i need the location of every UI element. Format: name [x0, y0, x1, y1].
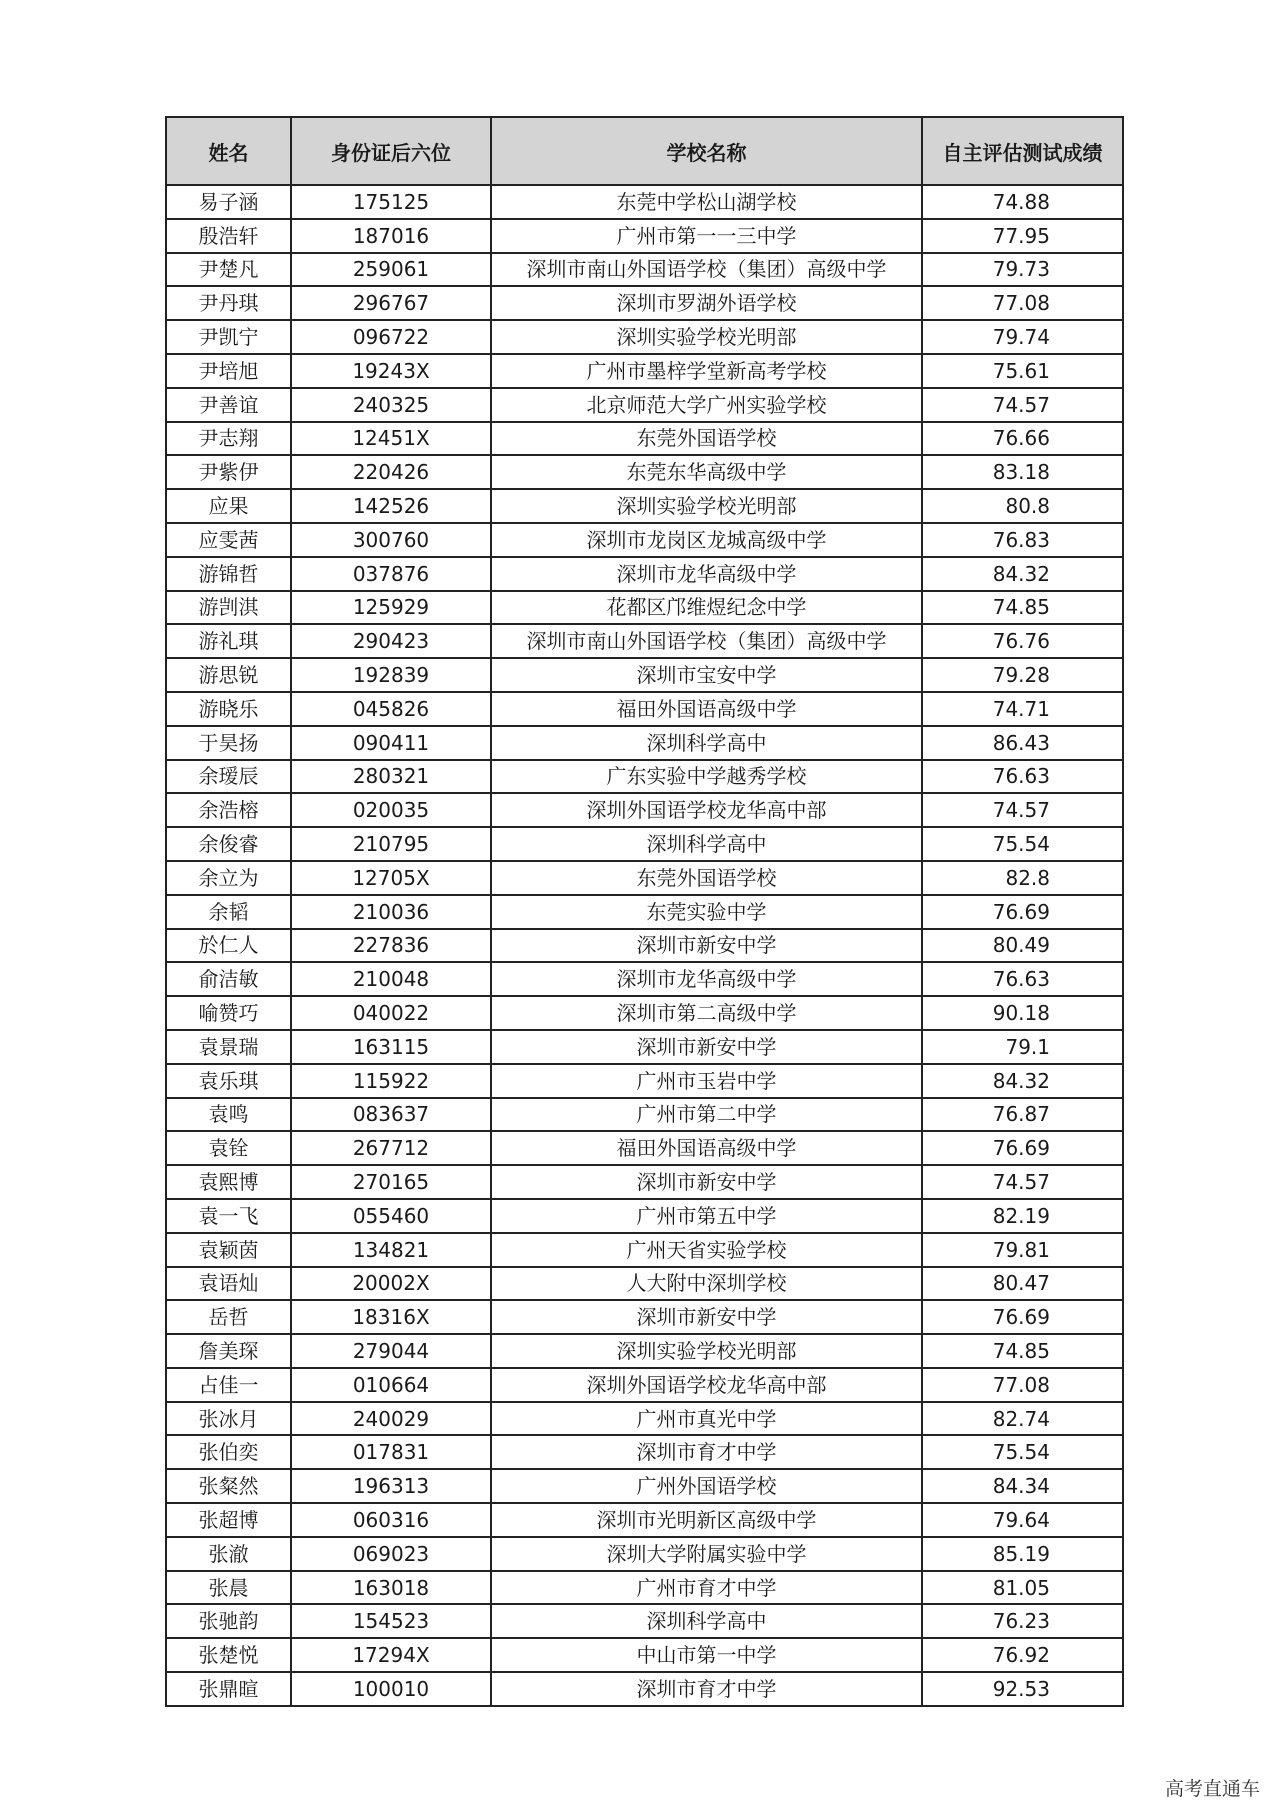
cell-score: 92.53: [922, 1672, 1123, 1706]
cell-name: 余俊睿: [166, 827, 291, 861]
cell-name: 袁铨: [166, 1131, 291, 1165]
table-row: [166, 253, 1123, 287]
cell-id-last-six: 220426: [291, 455, 491, 489]
cell-score: 77.08: [922, 286, 1123, 320]
table-row: [166, 1368, 1123, 1402]
cell-score: 83.18: [922, 455, 1123, 489]
cell-school-name: 福田外国语高级中学: [491, 1131, 922, 1165]
cell-name: 张鼎暄: [166, 1672, 291, 1706]
cell-school-name: 深圳实验学校光明部: [491, 489, 922, 523]
cell-score: 74.57: [922, 1165, 1123, 1199]
table-row: [166, 489, 1123, 523]
table-row: [166, 895, 1123, 929]
cell-name: 喻赞巧: [166, 996, 291, 1030]
cell-name: 应雯茜: [166, 523, 291, 557]
cell-id-last-six: 210795: [291, 827, 491, 861]
cell-name: 张澈: [166, 1537, 291, 1571]
cell-id-last-six: 142526: [291, 489, 491, 523]
table-row: [166, 1064, 1123, 1098]
cell-score: 74.85: [922, 591, 1123, 625]
cell-score: 90.18: [922, 996, 1123, 1030]
cell-name: 游锦哲: [166, 557, 291, 591]
cell-score: 79.64: [922, 1503, 1123, 1537]
cell-score: 80.8: [922, 489, 1123, 523]
cell-score: 74.85: [922, 1334, 1123, 1368]
cell-school-name: 深圳科学高中: [491, 827, 922, 861]
cell-school-name: 深圳市第二高级中学: [491, 996, 922, 1030]
table-row: [166, 1267, 1123, 1301]
cell-id-last-six: 279044: [291, 1334, 491, 1368]
cell-name: 占佳一: [166, 1368, 291, 1402]
cell-school-name: 深圳市育才中学: [491, 1435, 922, 1469]
cell-school-name: 广东实验中学越秀学校: [491, 760, 922, 794]
cell-score: 84.34: [922, 1469, 1123, 1503]
table-row: [166, 320, 1123, 354]
cell-school-name: 花都区邝维煜纪念中学: [491, 591, 922, 625]
cell-id-last-six: 163115: [291, 1030, 491, 1064]
table-row: [166, 624, 1123, 658]
table-row: [166, 1402, 1123, 1436]
cell-id-last-six: 010664: [291, 1368, 491, 1402]
cell-score: 77.95: [922, 219, 1123, 253]
cell-name: 余立为: [166, 861, 291, 895]
cell-id-last-six: 096722: [291, 320, 491, 354]
cell-name: 袁熙博: [166, 1165, 291, 1199]
cell-name: 袁一飞: [166, 1199, 291, 1233]
cell-name: 余浩榕: [166, 793, 291, 827]
cell-name: 余瑷辰: [166, 760, 291, 794]
cell-score: 84.32: [922, 1064, 1123, 1098]
cell-name: 袁颖茵: [166, 1233, 291, 1267]
cell-id-last-six: 227836: [291, 929, 491, 963]
table-row: [166, 1672, 1123, 1706]
cell-name: 尹紫伊: [166, 455, 291, 489]
cell-school-name: 东莞外国语学校: [491, 422, 922, 456]
table-row: [166, 760, 1123, 794]
header-school-name: 学校名称: [491, 117, 922, 185]
table-row: [166, 1334, 1123, 1368]
cell-id-last-six: 196313: [291, 1469, 491, 1503]
cell-school-name: 广州市玉岩中学: [491, 1064, 922, 1098]
header-name: 姓名: [166, 117, 291, 185]
cell-school-name: 深圳市南山外国语学校（集团）高级中学: [491, 624, 922, 658]
cell-name: 尹培旭: [166, 354, 291, 388]
cell-score: 82.8: [922, 861, 1123, 895]
cell-id-last-six: 290423: [291, 624, 491, 658]
table-row: [166, 455, 1123, 489]
cell-id-last-six: 134821: [291, 1233, 491, 1267]
cell-school-name: 深圳市龙华高级中学: [491, 962, 922, 996]
cell-name: 张楚悦: [166, 1638, 291, 1672]
cell-school-name: 深圳市新安中学: [491, 1300, 922, 1334]
cell-id-last-six: 240029: [291, 1402, 491, 1436]
cell-score: 79.81: [922, 1233, 1123, 1267]
cell-id-last-six: 300760: [291, 523, 491, 557]
cell-name: 张伯奕: [166, 1435, 291, 1469]
cell-name: 尹丹琪: [166, 286, 291, 320]
table-row: [166, 219, 1123, 253]
cell-school-name: 广州市育才中学: [491, 1571, 922, 1605]
table-row: [166, 523, 1123, 557]
cell-school-name: 深圳外国语学校龙华高中部: [491, 793, 922, 827]
cell-name: 尹善谊: [166, 388, 291, 422]
cell-score: 76.66: [922, 422, 1123, 456]
cell-score: 82.19: [922, 1199, 1123, 1233]
cell-school-name: 东莞中学松山湖学校: [491, 185, 922, 219]
cell-score: 74.57: [922, 793, 1123, 827]
cell-name: 尹凯宁: [166, 320, 291, 354]
cell-name: 游思锐: [166, 658, 291, 692]
cell-id-last-six: 125929: [291, 591, 491, 625]
table-row: [166, 354, 1123, 388]
cell-id-last-six: 259061: [291, 253, 491, 287]
cell-school-name: 中山市第一中学: [491, 1638, 922, 1672]
table-row: [166, 929, 1123, 963]
cell-name: 张粲然: [166, 1469, 291, 1503]
cell-school-name: 广州天省实验学校: [491, 1233, 922, 1267]
cell-name: 岳哲: [166, 1300, 291, 1334]
table-row: [166, 1199, 1123, 1233]
score-table: [165, 116, 1124, 1707]
table-row: [166, 996, 1123, 1030]
cell-id-last-six: 270165: [291, 1165, 491, 1199]
table-row: [166, 286, 1123, 320]
cell-id-last-six: 19243X: [291, 354, 491, 388]
header-id-last-six: 身份证后六位: [291, 117, 491, 185]
table-row: [166, 1537, 1123, 1571]
cell-id-last-six: 163018: [291, 1571, 491, 1605]
cell-id-last-six: 210048: [291, 962, 491, 996]
cell-name: 游晓乐: [166, 692, 291, 726]
cell-id-last-six: 083637: [291, 1098, 491, 1132]
cell-id-last-six: 154523: [291, 1604, 491, 1638]
cell-name: 于昊扬: [166, 726, 291, 760]
cell-score: 84.32: [922, 557, 1123, 591]
cell-id-last-six: 090411: [291, 726, 491, 760]
table-row: [166, 1131, 1123, 1165]
table-row: [166, 1435, 1123, 1469]
cell-id-last-six: 20002X: [291, 1267, 491, 1301]
table-row: [166, 726, 1123, 760]
table-row: [166, 1604, 1123, 1638]
cell-score: 80.47: [922, 1267, 1123, 1301]
header-score: 自主评估测试成绩: [922, 117, 1123, 185]
cell-id-last-six: 115922: [291, 1064, 491, 1098]
cell-score: 74.88: [922, 185, 1123, 219]
cell-school-name: 深圳实验学校光明部: [491, 320, 922, 354]
cell-school-name: 深圳实验学校光明部: [491, 1334, 922, 1368]
cell-school-name: 人大附中深圳学校: [491, 1267, 922, 1301]
cell-id-last-six: 175125: [291, 185, 491, 219]
cell-school-name: 深圳科学高中: [491, 1604, 922, 1638]
table-row: [166, 793, 1123, 827]
table-row: [166, 962, 1123, 996]
cell-school-name: 深圳市龙华高级中学: [491, 557, 922, 591]
table-row: [166, 185, 1123, 219]
table-row: [166, 827, 1123, 861]
cell-school-name: 东莞外国语学校: [491, 861, 922, 895]
table-row: [166, 1098, 1123, 1132]
cell-id-last-six: 267712: [291, 1131, 491, 1165]
cell-score: 79.1: [922, 1030, 1123, 1064]
cell-score: 76.63: [922, 760, 1123, 794]
table-row: [166, 1300, 1123, 1334]
cell-name: 袁乐琪: [166, 1064, 291, 1098]
table-row: [166, 1503, 1123, 1537]
cell-name: 游剀淇: [166, 591, 291, 625]
cell-id-last-six: 17294X: [291, 1638, 491, 1672]
table-row: [166, 692, 1123, 726]
cell-school-name: 深圳市光明新区高级中学: [491, 1503, 922, 1537]
cell-name: 余韬: [166, 895, 291, 929]
cell-name: 游礼琪: [166, 624, 291, 658]
cell-school-name: 东莞实验中学: [491, 895, 922, 929]
cell-id-last-six: 020035: [291, 793, 491, 827]
cell-school-name: 深圳外国语学校龙华高中部: [491, 1368, 922, 1402]
table-row: [166, 388, 1123, 422]
cell-score: 79.74: [922, 320, 1123, 354]
table-row: [166, 591, 1123, 625]
cell-school-name: 广州市墨梓学堂新高考学校: [491, 354, 922, 388]
cell-id-last-six: 12705X: [291, 861, 491, 895]
cell-name: 易子涵: [166, 185, 291, 219]
cell-school-name: 广州市第二中学: [491, 1098, 922, 1132]
cell-school-name: 深圳科学高中: [491, 726, 922, 760]
cell-name: 殷浩轩: [166, 219, 291, 253]
table-row: [166, 1469, 1123, 1503]
cell-id-last-six: 100010: [291, 1672, 491, 1706]
cell-school-name: 深圳市龙岗区龙城高级中学: [491, 523, 922, 557]
cell-score: 74.71: [922, 692, 1123, 726]
cell-id-last-six: 296767: [291, 286, 491, 320]
cell-name: 於仁人: [166, 929, 291, 963]
cell-id-last-six: 069023: [291, 1537, 491, 1571]
table-row: [166, 422, 1123, 456]
table-row: [166, 1571, 1123, 1605]
cell-school-name: 深圳大学附属实验中学: [491, 1537, 922, 1571]
cell-score: 76.87: [922, 1098, 1123, 1132]
cell-score: 79.28: [922, 658, 1123, 692]
cell-id-last-six: 192839: [291, 658, 491, 692]
cell-school-name: 深圳市新安中学: [491, 929, 922, 963]
cell-id-last-six: 240325: [291, 388, 491, 422]
cell-score: 79.73: [922, 253, 1123, 287]
table-row: [166, 658, 1123, 692]
table-row: [166, 557, 1123, 591]
table-row: [166, 1233, 1123, 1267]
cell-school-name: 深圳市育才中学: [491, 1672, 922, 1706]
table-row: [166, 861, 1123, 895]
cell-name: 袁语灿: [166, 1267, 291, 1301]
cell-score: 76.92: [922, 1638, 1123, 1672]
cell-id-last-six: 055460: [291, 1199, 491, 1233]
cell-school-name: 深圳市新安中学: [491, 1030, 922, 1064]
cell-score: 85.19: [922, 1537, 1123, 1571]
cell-name: 詹美琛: [166, 1334, 291, 1368]
header-row: [166, 117, 1123, 185]
cell-score: 82.74: [922, 1402, 1123, 1436]
cell-score: 75.61: [922, 354, 1123, 388]
cell-school-name: 东莞东华高级中学: [491, 455, 922, 489]
cell-school-name: 深圳市南山外国语学校（集团）高级中学: [491, 253, 922, 287]
cell-id-last-six: 017831: [291, 1435, 491, 1469]
cell-id-last-six: 280321: [291, 760, 491, 794]
cell-score: 76.76: [922, 624, 1123, 658]
table-row: [166, 1638, 1123, 1672]
cell-school-name: 福田外国语高级中学: [491, 692, 922, 726]
cell-id-last-six: 040022: [291, 996, 491, 1030]
watermark: 高考直通车: [1164, 1778, 1260, 1800]
cell-score: 77.08: [922, 1368, 1123, 1402]
cell-school-name: 广州市第一一三中学: [491, 219, 922, 253]
cell-score: 76.69: [922, 1131, 1123, 1165]
cell-name: 应果: [166, 489, 291, 523]
table-row: [166, 1165, 1123, 1199]
cell-score: 86.43: [922, 726, 1123, 760]
cell-score: 80.49: [922, 929, 1123, 963]
cell-id-last-six: 037876: [291, 557, 491, 591]
table-header: [166, 117, 1123, 185]
cell-score: 76.69: [922, 1300, 1123, 1334]
cell-school-name: 北京师范大学广州实验学校: [491, 388, 922, 422]
cell-name: 张冰月: [166, 1402, 291, 1436]
cell-score: 76.23: [922, 1604, 1123, 1638]
cell-name: 袁鸣: [166, 1098, 291, 1132]
cell-score: 76.63: [922, 962, 1123, 996]
table-row: [166, 1030, 1123, 1064]
cell-name: 张超博: [166, 1503, 291, 1537]
cell-score: 76.83: [922, 523, 1123, 557]
cell-id-last-six: 060316: [291, 1503, 491, 1537]
cell-name: 张晨: [166, 1571, 291, 1605]
cell-score: 81.05: [922, 1571, 1123, 1605]
cell-name: 袁景瑞: [166, 1030, 291, 1064]
cell-school-name: 深圳市宝安中学: [491, 658, 922, 692]
cell-score: 74.57: [922, 388, 1123, 422]
cell-id-last-six: 12451X: [291, 422, 491, 456]
cell-id-last-six: 210036: [291, 895, 491, 929]
cell-id-last-six: 18316X: [291, 1300, 491, 1334]
cell-id-last-six: 045826: [291, 692, 491, 726]
cell-score: 75.54: [922, 1435, 1123, 1469]
cell-score: 76.69: [922, 895, 1123, 929]
table-body: [166, 185, 1123, 1706]
cell-school-name: 广州外国语学校: [491, 1469, 922, 1503]
cell-school-name: 广州市真光中学: [491, 1402, 922, 1436]
cell-school-name: 广州市第五中学: [491, 1199, 922, 1233]
cell-school-name: 深圳市新安中学: [491, 1165, 922, 1199]
cell-name: 尹楚凡: [166, 253, 291, 287]
cell-school-name: 深圳市罗湖外语学校: [491, 286, 922, 320]
cell-score: 75.54: [922, 827, 1123, 861]
cell-id-last-six: 187016: [291, 219, 491, 253]
cell-name: 俞洁敏: [166, 962, 291, 996]
cell-name: 张驰韵: [166, 1604, 291, 1638]
cell-name: 尹志翔: [166, 422, 291, 456]
